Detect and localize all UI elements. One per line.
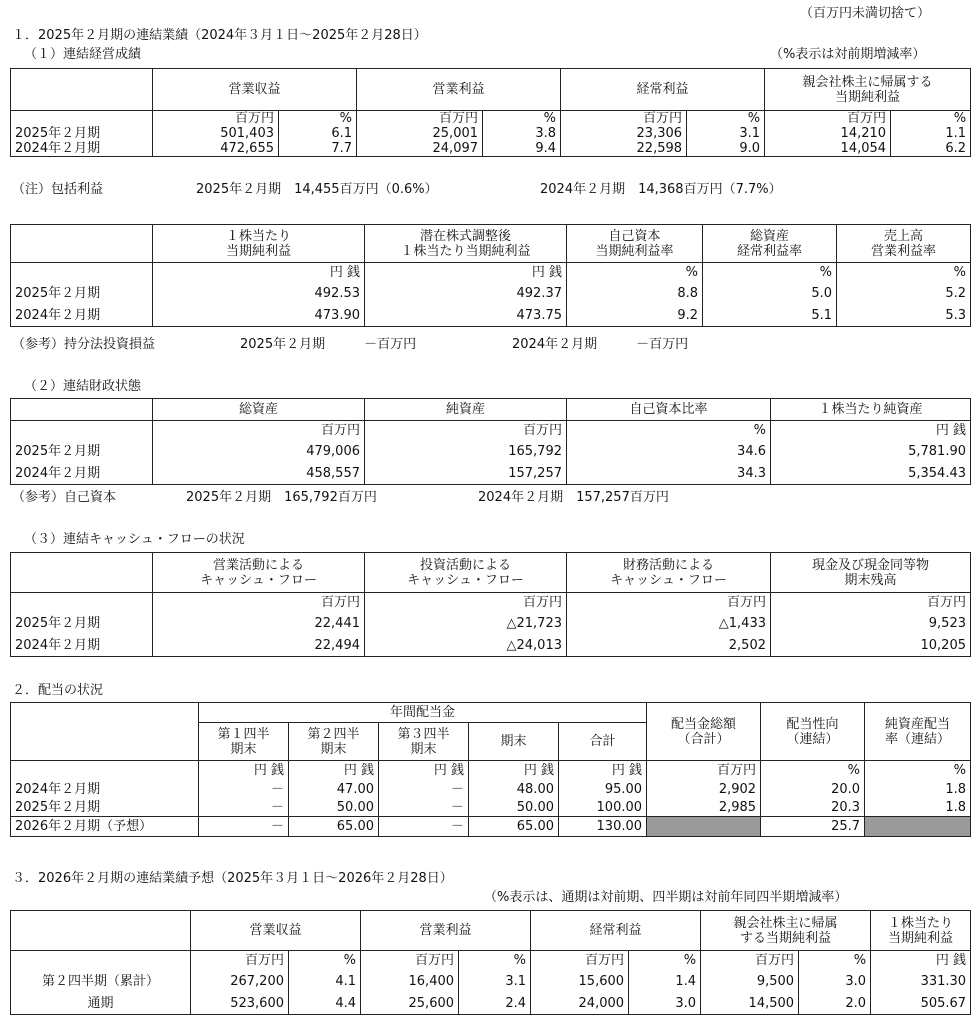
table-row (11, 463, 971, 485)
value-cell: 3.1 (459, 971, 531, 993)
value-cell: 24,000 (531, 993, 629, 1015)
header-line: 期末 (410, 741, 437, 757)
shaded-cell (647, 817, 761, 837)
value-cell: 20.3 (761, 799, 865, 817)
header-cash-balance (771, 553, 971, 593)
header-line: 配当性向 (786, 716, 839, 732)
value-cell: 24,097 (357, 141, 483, 157)
corner-cell (11, 69, 153, 111)
header-line: 第３四半 (397, 726, 450, 742)
unit-cell: 百万円 (365, 421, 567, 441)
header-investing-cf (365, 553, 567, 593)
header-ordinary-income: 経常利益 (531, 911, 701, 951)
value-cell: 6.2 (891, 141, 971, 157)
value-cell: 473.75 (365, 305, 567, 327)
comprehensive-income-2025: 2025年２月期 14,455百万円（0.6%） (196, 182, 438, 197)
comprehensive-income-2024: 2024年２月期 14,368百万円（7.7%） (540, 182, 782, 197)
unit-cell: % (761, 761, 865, 781)
section-3-title: ３．2026年２月期の連結業績予想（2025年３月１日～2026年２月28日） (12, 871, 453, 886)
unit-cell: % (459, 951, 531, 971)
unit-cell: 百万円 (567, 593, 771, 613)
header-bps: １株当たり純資産 (771, 399, 971, 421)
header-net-assets: 純資産 (365, 399, 567, 421)
equity-method-2024: 2024年２月期 －百万円 (512, 337, 689, 352)
value-cell: 10,205 (771, 635, 971, 657)
value-cell: 331.30 (871, 971, 971, 993)
unit-cell: 円 銭 (365, 263, 567, 283)
value-cell: 25.7 (761, 817, 865, 837)
value-cell: 492.53 (153, 283, 365, 305)
operating-results-table (10, 68, 971, 157)
header-line: 期末残高 (844, 572, 897, 588)
value-cell: 9.2 (567, 305, 703, 327)
table-row (11, 141, 971, 157)
header-line: 第１四半 (217, 726, 270, 742)
header-operating-cf (153, 553, 365, 593)
value-cell: 5.3 (837, 305, 971, 327)
value-cell: 14,500 (701, 993, 799, 1015)
header-line: 投資活動による (419, 557, 511, 573)
value-cell: △21,723 (365, 613, 567, 635)
header-line: 営業活動による (212, 557, 304, 573)
value-cell: 50.00 (289, 799, 379, 817)
value-cell: 3.0 (799, 971, 871, 993)
section-1-1-note: （%表示は対前期増減率） (770, 47, 926, 62)
value-cell: 2.0 (799, 993, 871, 1015)
row-label: 2025年２月期 (11, 126, 153, 141)
table-row (11, 283, 971, 305)
unit-cell: 百万円 (361, 951, 459, 971)
row-label: 2024年２月期 (11, 635, 153, 657)
value-cell: 20.0 (761, 781, 865, 799)
value-cell: 130.00 (559, 817, 647, 837)
value-cell: 9.4 (483, 141, 561, 157)
header-line: １株当たり当期純利益 (400, 243, 531, 259)
row-label: 2024年２月期 (11, 141, 153, 157)
unit-cell: % (567, 421, 771, 441)
unit-cell: % (837, 263, 971, 283)
unit-cell: % (567, 263, 703, 283)
value-cell: △24,013 (365, 635, 567, 657)
value-cell: 1.1 (891, 126, 971, 141)
value-cell: 9,523 (771, 613, 971, 635)
unit-cell: 円 銭 (469, 761, 559, 781)
row-label: 2024年２月期 (11, 463, 153, 485)
unit-cell: 円 銭 (379, 761, 469, 781)
value-cell: 16,400 (361, 971, 459, 993)
header-line: 自己資本 (608, 228, 661, 244)
section-1-3-title: （３）連結キャッシュ・フローの状況 (24, 532, 245, 547)
value-cell: － (199, 781, 289, 799)
header-line: 潜在株式調整後 (419, 228, 511, 244)
row-label: 2025年２月期 (11, 799, 199, 817)
value-cell: 9,500 (701, 971, 799, 993)
header-line: 期末 (230, 741, 257, 757)
value-cell: 473.90 (153, 305, 365, 327)
value-cell: － (379, 781, 469, 799)
row-label: 2026年２月期（予想） (11, 817, 199, 837)
table-row (11, 799, 971, 817)
value-cell: － (379, 799, 469, 817)
unit-cell: 百万円 (153, 421, 365, 441)
header-line: 財務活動による (622, 557, 714, 573)
table-row (11, 817, 971, 837)
unit-cell: 百万円 (701, 951, 799, 971)
header-net-income (765, 69, 971, 111)
value-cell: 479,006 (153, 441, 365, 463)
header-line: １株当たり (225, 228, 291, 244)
header-roe (567, 225, 703, 263)
header-operating-revenue: 営業収益 (153, 69, 357, 111)
header-eps (153, 225, 365, 263)
unit-cell: 百万円 (765, 111, 891, 127)
value-cell: 25,001 (357, 126, 483, 141)
header-line: １株当たり (888, 915, 954, 931)
row-label: 2025年２月期 (11, 613, 153, 635)
comprehensive-income-label: （注）包括利益 (12, 182, 104, 197)
table-row (11, 305, 971, 327)
table-row (11, 441, 971, 463)
unit-cell: % (799, 951, 871, 971)
row-label: 通期 (11, 993, 191, 1015)
header-line: 現金及び現金同等物 (811, 557, 929, 573)
value-cell: 5.0 (703, 283, 837, 305)
row-label: 2024年２月期 (11, 305, 153, 327)
value-cell: 5.2 (837, 283, 971, 305)
value-cell: 472,655 (153, 141, 279, 157)
unit-cell: % (687, 111, 765, 127)
unit-cell: 円 銭 (153, 263, 365, 283)
value-cell: 34.3 (567, 463, 771, 485)
header-q3 (379, 723, 469, 761)
value-cell: 2,902 (647, 781, 761, 799)
per-share-table (10, 224, 971, 327)
table-row (11, 993, 971, 1015)
value-cell: 14,054 (765, 141, 891, 157)
unit-cell: 円 銭 (289, 761, 379, 781)
header-operating-margin (837, 225, 971, 263)
header-line: 当期純利益 (835, 89, 901, 105)
value-cell: 22,598 (561, 141, 687, 157)
value-cell: 34.6 (567, 441, 771, 463)
unit-cell: 百万円 (561, 111, 687, 127)
section-1-title: １．2025年２月期の連結業績（2024年３月１日～2025年２月28日） (12, 28, 427, 43)
header-annual-dividends: 年間配当金 (199, 703, 647, 723)
value-cell: － (379, 817, 469, 837)
header-line: 第２四半 (307, 726, 360, 742)
value-cell: 1.8 (865, 799, 971, 817)
unit-cell: 円 銭 (559, 761, 647, 781)
value-cell: 2.4 (459, 993, 531, 1015)
value-cell: 4.1 (289, 971, 361, 993)
header-eps (871, 911, 971, 951)
unit-cell: 百万円 (357, 111, 483, 127)
value-cell: － (199, 817, 289, 837)
value-cell: 100.00 (559, 799, 647, 817)
unit-cell: % (483, 111, 561, 127)
row-label: 2025年２月期 (11, 441, 153, 463)
header-net-income (701, 911, 871, 951)
value-cell: 47.00 (289, 781, 379, 799)
value-cell: 65.00 (469, 817, 559, 837)
value-cell: △1,433 (567, 613, 771, 635)
table-row (11, 126, 971, 141)
header-line: （合計） (677, 731, 730, 747)
unit-cell: 百万円 (647, 761, 761, 781)
header-line: （連結） (786, 731, 839, 747)
value-cell: 3.0 (629, 993, 701, 1015)
value-cell: 267,200 (191, 971, 289, 993)
value-cell: 5.1 (703, 305, 837, 327)
header-line: キャッシュ・フロー (407, 572, 524, 588)
value-cell: 501,403 (153, 126, 279, 141)
unit-cell: % (865, 761, 971, 781)
table-row (11, 781, 971, 799)
value-cell: 15,600 (531, 971, 629, 993)
corner-cell (11, 703, 199, 761)
header-total: 合計 (559, 723, 647, 761)
section-3-note: （%表示は、通期は対前期、四半期は対前年同四半期増減率） (484, 890, 848, 905)
unit-cell: 円 銭 (771, 421, 971, 441)
header-total-dividends (647, 703, 761, 761)
unit-cell: 百万円 (365, 593, 567, 613)
cash-flow-table (10, 552, 971, 657)
value-cell: 25,600 (361, 993, 459, 1015)
equity-capital-2024: 2024年２月期 157,257百万円 (478, 490, 669, 505)
value-cell: 5,354.43 (771, 463, 971, 485)
unit-cell: 百万円 (191, 951, 289, 971)
header-roa (703, 225, 837, 263)
header-line: 率（連結） (885, 731, 951, 747)
equity-capital-2025: 2025年２月期 165,792百万円 (186, 490, 377, 505)
forecast-table (10, 910, 971, 1015)
value-cell: － (199, 799, 289, 817)
header-line: 売上高 (883, 228, 923, 244)
header-line: 経常利益率 (736, 243, 802, 259)
unit-cell: 円 銭 (199, 761, 289, 781)
header-line: 当期純利益 (888, 930, 954, 946)
header-q2 (289, 723, 379, 761)
value-cell: 50.00 (469, 799, 559, 817)
value-cell: 2,502 (567, 635, 771, 657)
header-line: 当期純利益 (225, 243, 291, 259)
value-cell: 505.67 (871, 993, 971, 1015)
header-equity-ratio: 自己資本比率 (567, 399, 771, 421)
header-payout-ratio (761, 703, 865, 761)
header-ordinary-income: 経常利益 (561, 69, 765, 111)
table-row (11, 971, 971, 993)
header-year-end: 期末 (469, 723, 559, 761)
header-line: 純資産配当 (885, 716, 951, 732)
header-diluted-eps (365, 225, 567, 263)
value-cell: 8.8 (567, 283, 703, 305)
value-cell: 23,306 (561, 126, 687, 141)
header-operating-income: 営業利益 (361, 911, 531, 951)
value-cell: 1.8 (865, 781, 971, 799)
value-cell: 14,210 (765, 126, 891, 141)
unit-cell: 百万円 (771, 593, 971, 613)
value-cell: 157,257 (365, 463, 567, 485)
header-doe (865, 703, 971, 761)
row-label: 2025年２月期 (11, 283, 153, 305)
unit-cell: % (279, 111, 357, 127)
header-line: 当期純利益率 (595, 243, 674, 259)
header-line: 親会社株主に帰属する (802, 74, 933, 90)
header-line: 期末 (320, 741, 347, 757)
section-2-title: ２．配当の状況 (12, 683, 104, 698)
value-cell: 6.1 (279, 126, 357, 141)
header-line: 親会社株主に帰属 (733, 915, 838, 931)
value-cell: 3.1 (687, 126, 765, 141)
value-cell: 48.00 (469, 781, 559, 799)
dividends-table (10, 702, 971, 837)
value-cell: 65.00 (289, 817, 379, 837)
value-cell: 2,985 (647, 799, 761, 817)
header-total-assets: 総資産 (153, 399, 365, 421)
shaded-cell (865, 817, 971, 837)
table-row (11, 613, 971, 635)
table-row (11, 635, 971, 657)
unit-cell: 百万円 (153, 593, 365, 613)
value-cell: 22,441 (153, 613, 365, 635)
value-cell: 95.00 (559, 781, 647, 799)
equity-method-2025: 2025年２月期 －百万円 (240, 337, 417, 352)
equity-method-label: （参考）持分法投資損益 (12, 337, 156, 352)
unit-cell: % (289, 951, 361, 971)
financial-position-table (10, 398, 971, 485)
header-line: キャッシュ・フロー (610, 572, 727, 588)
section-1-1-title: （１）連結経営成績 (24, 47, 142, 62)
value-cell: 492.37 (365, 283, 567, 305)
unit-cell: 百万円 (153, 111, 279, 127)
value-cell: 22,494 (153, 635, 365, 657)
unit-cell: % (891, 111, 971, 127)
section-1-2-title: （２）連結財政状態 (24, 379, 142, 394)
value-cell: 7.7 (279, 141, 357, 157)
value-cell: 3.8 (483, 126, 561, 141)
value-cell: 9.0 (687, 141, 765, 157)
header-operating-income: 営業利益 (357, 69, 561, 111)
header-operating-revenue: 営業収益 (191, 911, 361, 951)
value-cell: 1.4 (629, 971, 701, 993)
row-label: 2024年２月期 (11, 781, 199, 799)
equity-capital-label: （参考）自己資本 (12, 490, 117, 505)
unit-note: （百万円未満切捨て） (800, 6, 931, 21)
header-line: 営業利益率 (870, 243, 936, 259)
unit-cell: 百万円 (531, 951, 629, 971)
value-cell: 5,781.90 (771, 441, 971, 463)
header-line: 総資産 (749, 228, 789, 244)
value-cell: 458,557 (153, 463, 365, 485)
row-label: 第２四半期（累計） (11, 971, 191, 993)
header-line: 配当金総額 (671, 716, 737, 732)
header-financing-cf (567, 553, 771, 593)
header-line: キャッシュ・フロー (200, 572, 317, 588)
unit-cell: 円 銭 (871, 951, 971, 971)
header-line: する当期純利益 (740, 930, 832, 946)
unit-cell: % (703, 263, 837, 283)
value-cell: 165,792 (365, 441, 567, 463)
header-q1 (199, 723, 289, 761)
value-cell: 523,600 (191, 993, 289, 1015)
value-cell: 4.4 (289, 993, 361, 1015)
unit-cell: % (629, 951, 701, 971)
